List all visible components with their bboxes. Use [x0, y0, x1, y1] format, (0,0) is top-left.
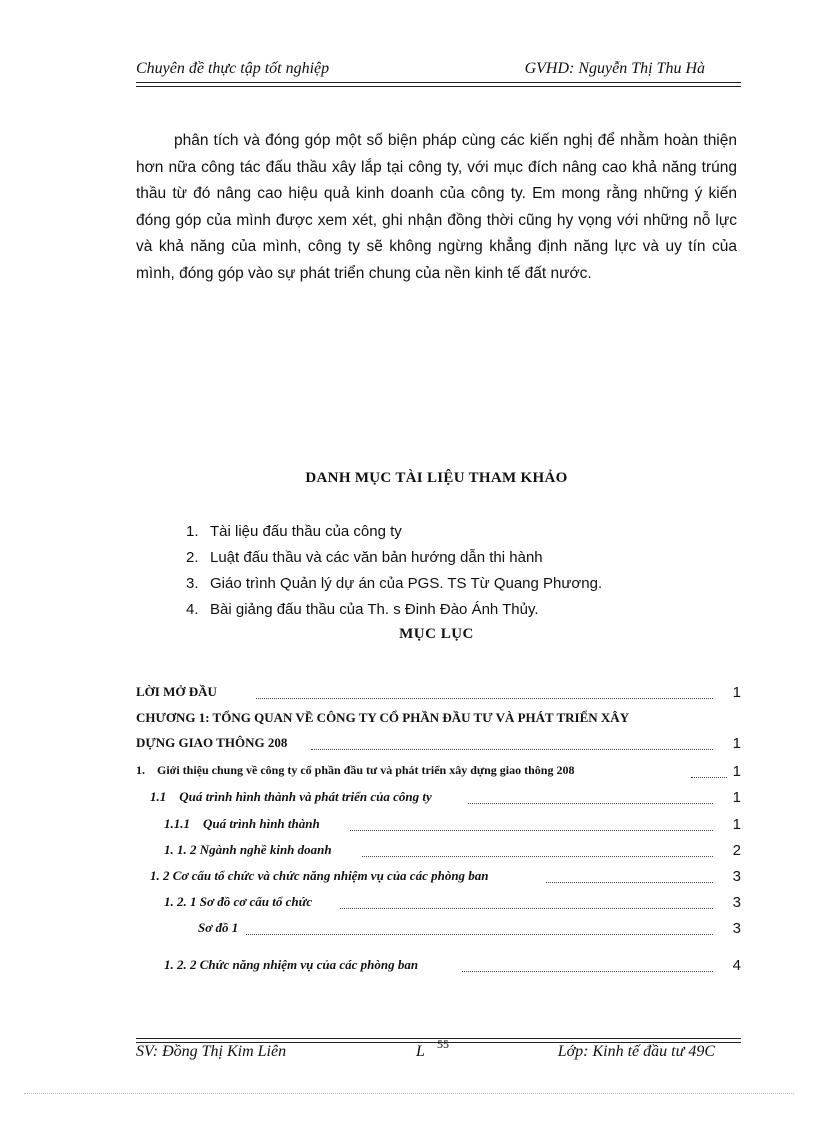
reference-item — [186, 519, 602, 545]
toc-page-number: 1 — [732, 684, 741, 701]
toc-leader-dots — [362, 856, 713, 857]
toc-entry-section-1-1[interactable] — [136, 789, 741, 811]
toc-entry-section-1-2-2[interactable] — [136, 957, 741, 979]
reference-item — [186, 571, 602, 597]
toc-leader-dots — [311, 749, 713, 750]
toc-leader-dots — [691, 777, 727, 778]
toc-entry-label: 1. 2. 1 Sơ đồ cơ cấu tổ chức — [164, 894, 313, 909]
toc-leader-dots — [462, 971, 713, 972]
toc-entry-label: 1.1.1 Quá trình hình thành — [164, 816, 320, 831]
toc-leader-dots — [546, 882, 713, 883]
toc-entry-label: 1. 1. 2 Ngành nghề kinh doanh — [164, 842, 332, 857]
footer-class: Lớp: Kinh tế đầu tư 49C — [557, 1043, 715, 1060]
reference-text: Bài giảng đấu thầu của Th. s Đinh Đào Ánh Thủy. — [210, 601, 539, 618]
footer-page-number: 55 — [437, 1037, 449, 1051]
toc-page-number: 3 — [732, 920, 741, 937]
header-rule — [136, 82, 741, 87]
toc-entry-label: 1. 2 Cơ cấu tổ chức và chức năng nhiệm vụ của các phòng ban — [150, 868, 489, 883]
toc-entry-section-1-2-1[interactable] — [136, 894, 741, 916]
header-supervisor: GVHD: Nguyễn Thị Thu Hà — [524, 60, 705, 77]
toc-page-number: 1 — [732, 735, 741, 752]
toc-title: MỤC LỤC — [399, 626, 474, 642]
toc-leader-dots — [256, 698, 713, 699]
toc-leader-dots — [246, 934, 713, 935]
toc-entry-chapter-1-cont[interactable] — [136, 735, 741, 757]
toc-page-number: 2 — [732, 842, 741, 859]
toc-leader-dots — [340, 908, 713, 909]
toc-leader-dots — [468, 803, 713, 804]
page-header — [136, 60, 741, 84]
references-list — [186, 519, 602, 623]
footer-student-name: SV: Đồng Thị Kim Liên — [136, 1043, 287, 1060]
reference-number: 1. — [186, 523, 199, 540]
toc-entry-section-1-2[interactable] — [136, 868, 741, 890]
toc-entry-loi-mo-dau[interactable] — [136, 684, 741, 706]
toc-entry-chapter-1[interactable] — [136, 710, 741, 732]
toc-entry-label: LỜI MỞ ĐẦU — [136, 684, 217, 699]
toc-entry-section-1-1-1[interactable] — [136, 816, 741, 838]
reference-item — [186, 545, 602, 571]
reference-number: 2. — [186, 549, 199, 566]
toc-page-number: 1 — [732, 816, 741, 833]
reference-text: Luật đấu thầu và các văn bản hướng dẫn thi hành — [210, 549, 543, 566]
toc-entry-label: 1. Giới thiệu chung về công ty cổ phần đầu tư và phát triển xây dựng giao thông 208 — [136, 763, 575, 777]
reference-text: Tài liệu đấu thầu của công ty — [210, 523, 402, 540]
page-edge-line — [24, 1093, 794, 1094]
toc-page-number: 1 — [732, 763, 741, 780]
toc-entry-label: Sơ đồ 1 — [198, 920, 239, 935]
toc-entry-label: 1.1 Quá trình hình thành và phát triển của công ty — [150, 789, 432, 804]
toc-entry-label: CHƯƠNG 1: TỔNG QUAN VỀ CÔNG TY CỔ PHẦN ĐẦU TƯ VÀ PHÁT TRIỂN XÂY — [136, 710, 630, 725]
toc-page-number: 3 — [732, 894, 741, 911]
page-footer — [136, 1037, 741, 1067]
reference-item — [186, 597, 602, 623]
reference-number: 4. — [186, 601, 199, 618]
toc-entry-diagram-1[interactable] — [136, 920, 741, 942]
intro-paragraph: phân tích và đóng góp một số biện pháp cùng các kiến nghị để nhằm hoàn thiện hơn nữa công tác đấu thầu xây lắp tại công ty, với mục đích nâng cao khả năng trúng thầu từ đó nâng cao hiệu quả kinh doanh của công ty. Em mong rằng những ý kiến đóng góp của mình được xem xét, ghi nhận đồng thời cũng hy vọng với những nỗ lực và khả năng của mình, công ty sẽ không ngừng khẳng định năng lực và uy tín của mình, đóng góp vào sự phát triển chung của nền kinh tế đất nước. — [136, 132, 737, 282]
reference-text: Giáo trình Quản lý dự án của PGS. TS Từ Quang Phương. — [210, 575, 603, 592]
toc-entry-label: DỰNG GIAO THÔNG 208 — [136, 735, 288, 750]
toc-page-number: 3 — [732, 868, 741, 885]
footer-mark: L — [416, 1043, 425, 1060]
toc-entry-section-1-1-2[interactable] — [136, 842, 741, 864]
toc-entry-section-1[interactable] — [136, 763, 741, 785]
header-document-title: Chuyên đề thực tập tốt nghiệp — [136, 60, 330, 77]
toc-page-number: 4 — [732, 957, 741, 974]
reference-number: 3. — [186, 575, 199, 592]
references-title: DANH MỤC TÀI LIỆU THAM KHẢO — [305, 470, 568, 486]
toc-leader-dots — [350, 830, 713, 831]
toc-entry-label: 1. 2. 2 Chức năng nhiệm vụ của các phòng ban — [164, 957, 419, 972]
toc-page-number: 1 — [732, 789, 741, 806]
